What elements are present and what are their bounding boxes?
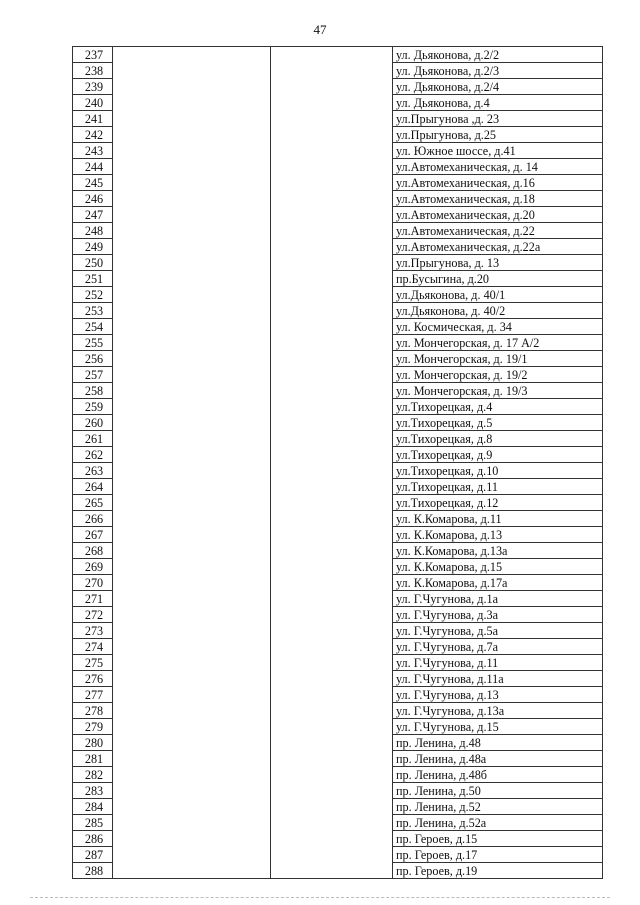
row-number-cell: 269 <box>73 559 113 575</box>
empty-cell <box>113 655 271 671</box>
address-cell: ул. К.Комарова, д.13а <box>393 543 603 559</box>
address-cell: пр. Ленина, д.52а <box>393 815 603 831</box>
table-row <box>73 639 603 655</box>
address-cell: ул.Дьяконова, д. 40/2 <box>393 303 603 319</box>
address-table <box>72 46 603 879</box>
address-cell: ул. Г.Чугунова, д.7а <box>393 639 603 655</box>
table-row <box>73 447 603 463</box>
table-row <box>73 735 603 751</box>
row-number-cell: 266 <box>73 511 113 527</box>
address-cell: ул.Тихорецкая, д.10 <box>393 463 603 479</box>
row-number-cell: 271 <box>73 591 113 607</box>
empty-cell <box>271 687 393 703</box>
empty-cell <box>271 575 393 591</box>
row-number-cell: 262 <box>73 447 113 463</box>
empty-cell <box>271 831 393 847</box>
empty-cell <box>113 335 271 351</box>
empty-cell <box>271 271 393 287</box>
table-row <box>73 655 603 671</box>
row-number-cell: 267 <box>73 527 113 543</box>
row-number-cell: 275 <box>73 655 113 671</box>
address-cell: ул. Г.Чугунова, д.11а <box>393 671 603 687</box>
row-number-cell: 261 <box>73 431 113 447</box>
table-row <box>73 495 603 511</box>
empty-cell <box>271 719 393 735</box>
table-row <box>73 575 603 591</box>
row-number-cell: 247 <box>73 207 113 223</box>
row-number-cell: 287 <box>73 847 113 863</box>
address-cell: ул.Тихорецкая, д.12 <box>393 495 603 511</box>
row-number-cell: 260 <box>73 415 113 431</box>
address-cell: ул. Южное шоссе, д.41 <box>393 143 603 159</box>
empty-cell <box>271 239 393 255</box>
address-cell: ул. Дьяконова, д.4 <box>393 95 603 111</box>
row-number-cell: 283 <box>73 783 113 799</box>
row-number-cell: 282 <box>73 767 113 783</box>
table-row <box>73 527 603 543</box>
address-cell: ул. К.Комарова, д.15 <box>393 559 603 575</box>
address-cell: ул. Г.Чугунова, д.13 <box>393 687 603 703</box>
row-number-cell: 268 <box>73 543 113 559</box>
empty-cell <box>113 431 271 447</box>
empty-cell <box>271 863 393 879</box>
table-row <box>73 271 603 287</box>
table-row <box>73 63 603 79</box>
address-cell: пр. Героев, д.17 <box>393 847 603 863</box>
empty-cell <box>113 79 271 95</box>
address-cell: ул. Г.Чугунова, д.5а <box>393 623 603 639</box>
table-row <box>73 111 603 127</box>
address-cell: ул. К.Комарова, д.11 <box>393 511 603 527</box>
table-row <box>73 335 603 351</box>
row-number-cell: 273 <box>73 623 113 639</box>
empty-cell <box>113 735 271 751</box>
empty-cell <box>113 415 271 431</box>
row-number-cell: 281 <box>73 751 113 767</box>
table-row <box>73 399 603 415</box>
table-row <box>73 175 603 191</box>
empty-cell <box>113 831 271 847</box>
empty-cell <box>113 607 271 623</box>
empty-cell <box>271 511 393 527</box>
empty-cell <box>113 591 271 607</box>
address-cell: ул.Автомеханическая, д.16 <box>393 175 603 191</box>
address-cell: ул. Мончегорская, д. 17 А/2 <box>393 335 603 351</box>
empty-cell <box>113 703 271 719</box>
row-number-cell: 246 <box>73 191 113 207</box>
row-number-cell: 270 <box>73 575 113 591</box>
table-row <box>73 47 603 63</box>
address-cell: ул.Автомеханическая, д.22а <box>393 239 603 255</box>
table-row <box>73 511 603 527</box>
empty-cell <box>113 783 271 799</box>
empty-cell <box>113 95 271 111</box>
table-row <box>73 223 603 239</box>
address-cell: ул.Автомеханическая, д.18 <box>393 191 603 207</box>
row-number-cell: 244 <box>73 159 113 175</box>
row-number-cell: 240 <box>73 95 113 111</box>
address-cell: пр. Героев, д.19 <box>393 863 603 879</box>
table-row <box>73 623 603 639</box>
empty-cell <box>113 751 271 767</box>
empty-cell <box>113 815 271 831</box>
table-row <box>73 703 603 719</box>
table-row <box>73 751 603 767</box>
empty-cell <box>271 639 393 655</box>
empty-cell <box>271 767 393 783</box>
empty-cell <box>271 399 393 415</box>
row-number-cell: 254 <box>73 319 113 335</box>
empty-cell <box>271 559 393 575</box>
table-row <box>73 383 603 399</box>
table-row <box>73 95 603 111</box>
empty-cell <box>113 143 271 159</box>
row-number-cell: 239 <box>73 79 113 95</box>
table-row <box>73 255 603 271</box>
table-row <box>73 543 603 559</box>
empty-cell <box>271 655 393 671</box>
empty-cell <box>271 367 393 383</box>
empty-cell <box>113 559 271 575</box>
empty-cell <box>271 175 393 191</box>
empty-cell <box>113 495 271 511</box>
empty-cell <box>271 463 393 479</box>
row-number-cell: 253 <box>73 303 113 319</box>
table-row <box>73 319 603 335</box>
address-cell: ул. К.Комарова, д.13 <box>393 527 603 543</box>
address-cell: ул. Дьяконова, д.2/2 <box>393 47 603 63</box>
row-number-cell: 263 <box>73 463 113 479</box>
address-cell: ул. Мончегорская, д. 19/2 <box>393 367 603 383</box>
address-cell: пр. Ленина, д.50 <box>393 783 603 799</box>
row-number-cell: 255 <box>73 335 113 351</box>
address-table-body <box>73 47 603 879</box>
row-number-cell: 250 <box>73 255 113 271</box>
table-row <box>73 79 603 95</box>
row-number-cell: 272 <box>73 607 113 623</box>
table-row <box>73 815 603 831</box>
table-row <box>73 479 603 495</box>
address-cell: ул.Дьяконова, д. 40/1 <box>393 287 603 303</box>
address-cell: ул.Тихорецкая, д.8 <box>393 431 603 447</box>
empty-cell <box>113 639 271 655</box>
address-cell: пр. Ленина, д.48а <box>393 751 603 767</box>
row-number-cell: 278 <box>73 703 113 719</box>
empty-cell <box>271 847 393 863</box>
row-number-cell: 257 <box>73 367 113 383</box>
empty-cell <box>271 111 393 127</box>
address-cell: ул.Тихорецкая, д.5 <box>393 415 603 431</box>
row-number-cell: 288 <box>73 863 113 879</box>
empty-cell <box>113 223 271 239</box>
empty-cell <box>271 351 393 367</box>
row-number-cell: 286 <box>73 831 113 847</box>
row-number-cell: 245 <box>73 175 113 191</box>
empty-cell <box>271 671 393 687</box>
empty-cell <box>113 287 271 303</box>
table-row <box>73 671 603 687</box>
table-row <box>73 303 603 319</box>
table-row <box>73 863 603 879</box>
address-cell: ул. К.Комарова, д.17а <box>393 575 603 591</box>
empty-cell <box>271 207 393 223</box>
address-cell: ул. Г.Чугунова, д.13а <box>393 703 603 719</box>
table-row <box>73 799 603 815</box>
empty-cell <box>271 415 393 431</box>
address-cell: пр. Ленина, д.52 <box>393 799 603 815</box>
row-number-cell: 238 <box>73 63 113 79</box>
address-cell: ул. Г.Чугунова, д.15 <box>393 719 603 735</box>
row-number-cell: 242 <box>73 127 113 143</box>
empty-cell <box>271 783 393 799</box>
table-row <box>73 351 603 367</box>
empty-cell <box>271 607 393 623</box>
empty-cell <box>113 623 271 639</box>
row-number-cell: 256 <box>73 351 113 367</box>
empty-cell <box>271 431 393 447</box>
empty-cell <box>113 543 271 559</box>
row-number-cell: 237 <box>73 47 113 63</box>
address-cell: ул.Прыгунова ,д. 23 <box>393 111 603 127</box>
empty-cell <box>113 719 271 735</box>
table-row <box>73 591 603 607</box>
table-row <box>73 239 603 255</box>
row-number-cell: 259 <box>73 399 113 415</box>
row-number-cell: 277 <box>73 687 113 703</box>
empty-cell <box>113 111 271 127</box>
empty-cell <box>271 815 393 831</box>
address-cell: ул. Мончегорская, д. 19/1 <box>393 351 603 367</box>
empty-cell <box>113 303 271 319</box>
empty-cell <box>271 47 393 63</box>
empty-cell <box>113 191 271 207</box>
empty-cell <box>113 207 271 223</box>
empty-cell <box>113 687 271 703</box>
empty-cell <box>113 271 271 287</box>
empty-cell <box>113 159 271 175</box>
row-number-cell: 274 <box>73 639 113 655</box>
empty-cell <box>271 447 393 463</box>
address-cell: ул.Автомеханическая, д.22 <box>393 223 603 239</box>
empty-cell <box>113 511 271 527</box>
empty-cell <box>271 63 393 79</box>
table-row <box>73 719 603 735</box>
row-number-cell: 251 <box>73 271 113 287</box>
table-row <box>73 367 603 383</box>
address-cell: ул. Г.Чугунова, д.1а <box>393 591 603 607</box>
empty-cell <box>113 47 271 63</box>
table-row <box>73 783 603 799</box>
address-cell: ул.Прыгунова, д.25 <box>393 127 603 143</box>
table-row <box>73 687 603 703</box>
address-cell: пр. Ленина, д.48б <box>393 767 603 783</box>
empty-cell <box>113 367 271 383</box>
address-cell: ул.Тихорецкая, д.11 <box>393 479 603 495</box>
address-cell: ул.Тихорецкая, д.9 <box>393 447 603 463</box>
table-row <box>73 431 603 447</box>
address-cell: ул. Г.Чугунова, д.3а <box>393 607 603 623</box>
address-cell: пр. Героев, д.15 <box>393 831 603 847</box>
address-cell: ул. Космическая, д. 34 <box>393 319 603 335</box>
empty-cell <box>113 799 271 815</box>
table-row <box>73 831 603 847</box>
empty-cell <box>113 527 271 543</box>
table-row <box>73 463 603 479</box>
row-number-cell: 252 <box>73 287 113 303</box>
address-cell: ул.Автомеханическая, д. 14 <box>393 159 603 175</box>
empty-cell <box>271 255 393 271</box>
empty-cell <box>113 447 271 463</box>
address-cell: ул.Тихорецкая, д.4 <box>393 399 603 415</box>
empty-cell <box>271 159 393 175</box>
empty-cell <box>271 735 393 751</box>
empty-cell <box>271 527 393 543</box>
row-number-cell: 279 <box>73 719 113 735</box>
empty-cell <box>271 303 393 319</box>
row-number-cell: 248 <box>73 223 113 239</box>
empty-cell <box>271 703 393 719</box>
row-number-cell: 265 <box>73 495 113 511</box>
table-row <box>73 607 603 623</box>
row-number-cell: 280 <box>73 735 113 751</box>
empty-cell <box>271 543 393 559</box>
page-number: 47 <box>313 22 327 37</box>
empty-cell <box>113 575 271 591</box>
empty-cell <box>271 623 393 639</box>
empty-cell <box>271 591 393 607</box>
table-row <box>73 287 603 303</box>
table-row <box>73 191 603 207</box>
empty-cell <box>271 223 393 239</box>
empty-cell <box>271 335 393 351</box>
row-number-cell: 285 <box>73 815 113 831</box>
empty-cell <box>113 239 271 255</box>
table-row <box>73 847 603 863</box>
table-row <box>73 767 603 783</box>
empty-cell <box>113 847 271 863</box>
empty-cell <box>113 175 271 191</box>
empty-cell <box>113 383 271 399</box>
empty-cell <box>271 495 393 511</box>
empty-cell <box>271 191 393 207</box>
empty-cell <box>271 95 393 111</box>
empty-cell <box>271 79 393 95</box>
empty-cell <box>271 479 393 495</box>
table-row <box>73 415 603 431</box>
empty-cell <box>271 319 393 335</box>
empty-cell <box>271 383 393 399</box>
empty-cell <box>113 255 271 271</box>
empty-cell <box>271 799 393 815</box>
footer-divider <box>30 897 610 899</box>
table-row <box>73 127 603 143</box>
row-number-cell: 264 <box>73 479 113 495</box>
row-number-cell: 276 <box>73 671 113 687</box>
empty-cell <box>271 143 393 159</box>
empty-cell <box>113 463 271 479</box>
empty-cell <box>113 63 271 79</box>
empty-cell <box>113 863 271 879</box>
row-number-cell: 243 <box>73 143 113 159</box>
row-number-cell: 258 <box>73 383 113 399</box>
table-row <box>73 143 603 159</box>
empty-cell <box>113 351 271 367</box>
empty-cell <box>113 319 271 335</box>
address-cell: ул.Прыгунова, д. 13 <box>393 255 603 271</box>
empty-cell <box>271 287 393 303</box>
empty-cell <box>113 127 271 143</box>
empty-cell <box>113 671 271 687</box>
empty-cell <box>113 479 271 495</box>
address-cell: пр. Ленина, д.48 <box>393 735 603 751</box>
row-number-cell: 249 <box>73 239 113 255</box>
empty-cell <box>271 751 393 767</box>
row-number-cell: 284 <box>73 799 113 815</box>
empty-cell <box>271 127 393 143</box>
row-number-cell: 241 <box>73 111 113 127</box>
empty-cell <box>113 767 271 783</box>
empty-cell <box>113 399 271 415</box>
table-row <box>73 159 603 175</box>
address-cell: ул. Г.Чугунова, д.11 <box>393 655 603 671</box>
address-cell: ул. Дьяконова, д.2/3 <box>393 63 603 79</box>
address-cell: ул. Мончегорская, д. 19/3 <box>393 383 603 399</box>
table-row <box>73 207 603 223</box>
address-cell: пр.Бусыгина, д.20 <box>393 271 603 287</box>
address-cell: ул.Автомеханическая, д.20 <box>393 207 603 223</box>
address-cell: ул. Дьяконова, д.2/4 <box>393 79 603 95</box>
table-row <box>73 559 603 575</box>
